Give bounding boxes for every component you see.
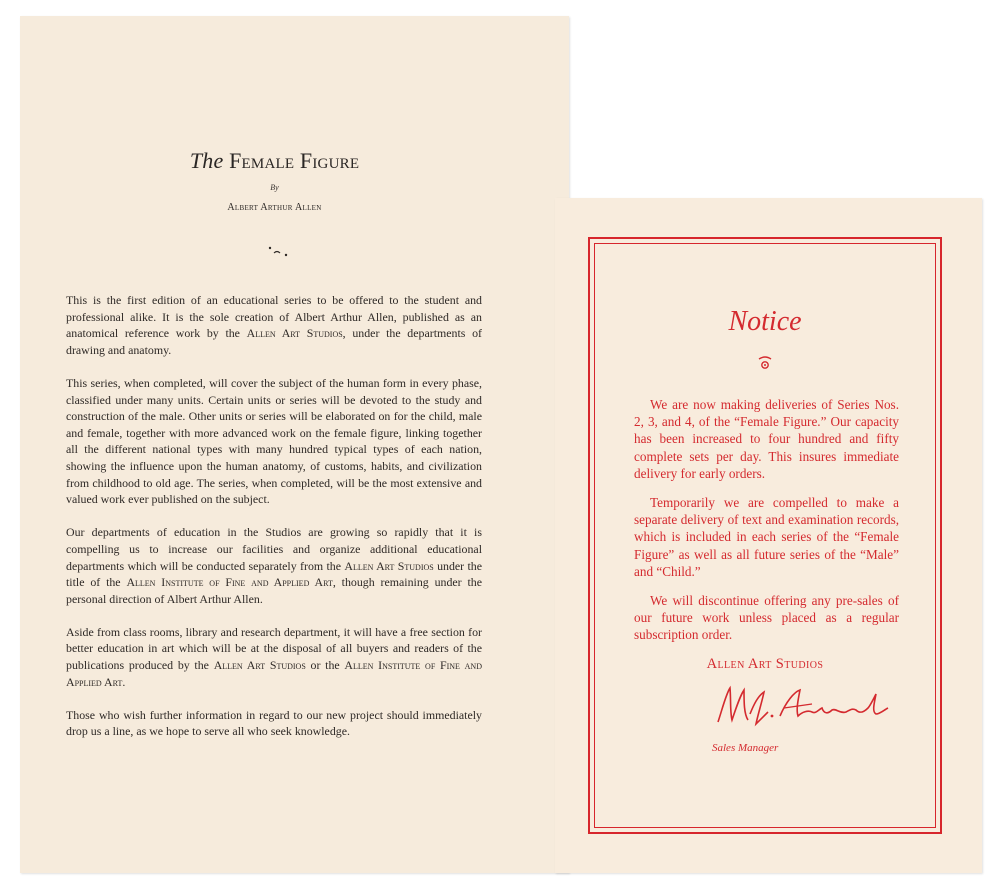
notice-paragraph-1: We are now making deliveries of Series Nos. 2, 3, and 4, of the “Female Figure.” Our capacity has been increased to four hundred and fifty complete sets per day. This insures immediate delivery for early orders. <box>634 397 899 481</box>
byline: By <box>270 183 279 192</box>
text-run: , under the departments of drawing and anatomy. <box>66 326 482 357</box>
text-run: This series, when completed, will cover the subject of the human form in every phase, classified under many units. Certain units or series will be devoted to the study and construction of the male. Other units or series will be elaborated on for the child, male and female, together with more advanced work on the female figure, linking together all the different national types with many hundred typical types of each nation, showing the influence upon the human anatomy, of customs, habits, and civilization from childhood to old age. The series, when completed, will be the most extensive and valued work ever published on the subject. <box>66 375 482 507</box>
paragraph-3 <box>66 524 482 607</box>
paragraph-4 <box>66 624 482 690</box>
text-run: . <box>122 674 126 689</box>
left-body <box>66 292 482 757</box>
notice-body <box>634 396 899 656</box>
text-run: under the title of the <box>66 558 483 590</box>
text-run-smallcaps: Allen Institute of Fine and Applied Art <box>126 575 333 590</box>
text-run: Our departments of education in the Studios are growing so rapidly that it is compelling us to increase our facilities and organize additional educational departments which will be conducted separately from the <box>66 525 482 573</box>
author-name: Albert Arthur Allen <box>227 202 322 213</box>
text-run-smallcaps: Allen Art Studios <box>344 558 434 573</box>
paragraph-5 <box>66 707 482 740</box>
studio-name: Allen Art Studios <box>706 656 824 672</box>
text-run: , though remaining under the personal direction of Albert Arthur Allen. <box>66 575 483 606</box>
text-run-smallcaps: Allen Institute of Fine and Applied Art <box>66 658 482 689</box>
text-run: This is the first edition of an educational series to be offered to the student and professional alike. It is the sole creation of Albert Arthur Allen, published as an anatomical reference work by the <box>66 293 482 341</box>
text-run-smallcaps: Allen Art Studios <box>246 326 343 341</box>
text-run: Those who wish further information in regard to our new project should immediately drop us a line, as we hope to serve all who seek knowledge. <box>66 707 482 739</box>
notice-paragraph-3: We will discontinue offering any pre-sales of our future work unless placed as a regular subscription order. <box>634 593 899 643</box>
paragraph-2 <box>66 375 482 508</box>
notice-title: Notice <box>728 306 802 337</box>
notice-paragraph-2: Temporarily we are compelled to make a separate delivery of text and examination records, which is included in each series of the “Female Figure” as well as all future series of the “Male” and “Child.” <box>634 495 899 579</box>
paragraph-1 <box>66 292 482 358</box>
signatory-role: Sales Manager <box>712 742 779 754</box>
title-article: The <box>189 148 224 173</box>
text-run: Aside from class rooms, library and research department, it will have a free section for better education in art which will be at the disposal of all buyers and readers of the publications produced by the <box>66 624 482 673</box>
text-run-smallcaps: Allen Art Studios <box>213 658 306 673</box>
text-run: or the <box>305 658 345 673</box>
signature-icon <box>700 680 910 730</box>
document-title <box>0 148 549 174</box>
fleuron-icon <box>756 354 774 372</box>
title-main: Female Figure <box>229 148 360 173</box>
ornament-icon <box>266 244 290 258</box>
